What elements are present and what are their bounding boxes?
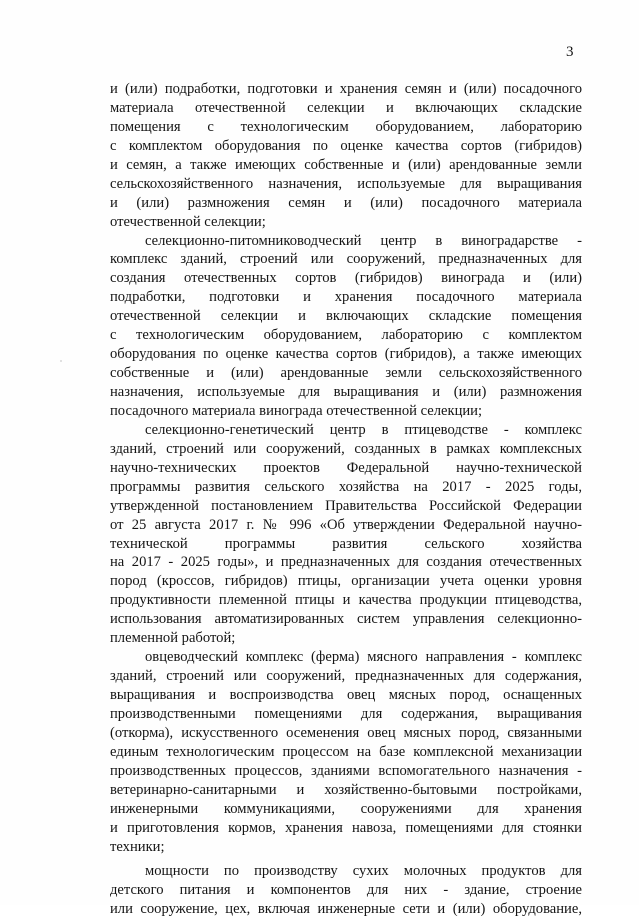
paragraph-first-line: овцеводческий комплекс (ферма) мясного направления - комплекс [145,649,582,666]
text-line: выращивания и воспроизводства овец мясных пород, оснащенных [110,687,582,703]
scan-speck [60,360,62,362]
text-line: зданий, строений или сооружений, предназначенных для содержания, [110,668,582,685]
text-line: зданий, строений или сооружений, созданных в рамках комплексных [110,440,582,457]
text-line: и приготовления кормов, хранения навоза, помещениями для стоянки [110,819,582,836]
text-line: отечественной селекции и включающих складские помещения [110,308,582,325]
text-line: утвержденной постановлением Правительства Российской Федерации [110,497,582,514]
paragraph-first-line: мощности по производству сухих молочных продуктов для [145,863,582,880]
text-line: назначения, используемые для выращивания и (или) размножения [110,384,582,400]
text-line: и (или) подработки, подготовки и хранения семян и (или) посадочного [110,81,582,97]
text-line: инженерными коммуникациями, сооружениями для хранения [110,800,582,817]
text-line: материала отечественной селекции и включающих складские [110,99,582,116]
text-line: собственные и (или) арендованные земли сельскохозяйственного [110,365,582,382]
paragraph-first-line: селекционно-питомниководческий центр в виноградарстве - [145,232,582,249]
text-line: (откорма), искусственного осеменения овец мясных пород, связанными [110,724,582,741]
page-number: 3 [566,44,574,60]
text-line: и (или) размножения семян и (или) посадочного материала [110,194,582,211]
text-line: подработки, подготовки и хранения посадочного материала [110,289,582,306]
text-line: технической программы развития сельского хозяйства [110,535,582,552]
text-line: сельскохозяйственного назначения, используемые для выращивания [110,175,582,192]
text-line: от 25 августа 2017 г. № 996 «Об утверждении Федеральной научно- [110,516,582,533]
text-line: детского питания и компонентов для них - здание, строение [110,882,582,899]
text-line: или сооружение, цех, включая инженерные сети и (или) оборудование, [110,901,582,918]
text-line: пород (кроссов, гибридов) птицы, организации учета оценки уровня [110,573,582,590]
text-line: отечественной селекции; [110,213,266,230]
text-line: программы развития сельского хозяйства на 2017 - 2025 годы, [110,478,582,495]
text-line: научно-технических проектов Федеральной научно-технической [110,459,582,476]
text-line: посадочного материала винограда отечественной селекции; [110,402,483,419]
text-line: с комплектом оборудования по оценке качества сортов (гибридов) [110,137,582,154]
text-line: ветеринарно-санитарными и хозяйственно-бытовыми постройками, [110,781,582,798]
document-body [110,80,582,919]
text-line: с технологическим оборудованием, лабораторию с комплектом [110,327,582,344]
paragraph-first-line: селекционно-генетический центр в птицеводстве - комплекс [145,421,582,438]
text-line: создания отечественных сортов (гибридов) винограда и (или) [110,270,582,287]
text-line: оборудования по оценке качества сортов (гибридов), а также имеющих [110,346,582,363]
text-line: производственными помещениями для содержания, выращивания [110,705,582,722]
text-line: племенной работой; [110,630,236,647]
text-line: производственных процессов, зданиями вспомогательного назначения - [110,762,582,779]
text-line: техники; [110,838,165,855]
text-line: единым технологическим процессом на базе комплексной механизации [110,743,582,760]
text-line: продуктивности племенной птицы и качества продукции птицеводства, [110,592,582,609]
text-line: и семян, а также имеющих собственные и (или) арендованные земли [110,156,582,173]
text-line: помещения с технологическим оборудованием, лабораторию [110,118,582,135]
text-line: на 2017 - 2025 годы», и предназначенных для создания отечественных [110,554,582,571]
text-line: использования автоматизированных систем управления селекционно- [110,611,582,628]
text-line: комплекс зданий, строений или сооружений, предназначенных для [110,251,582,268]
